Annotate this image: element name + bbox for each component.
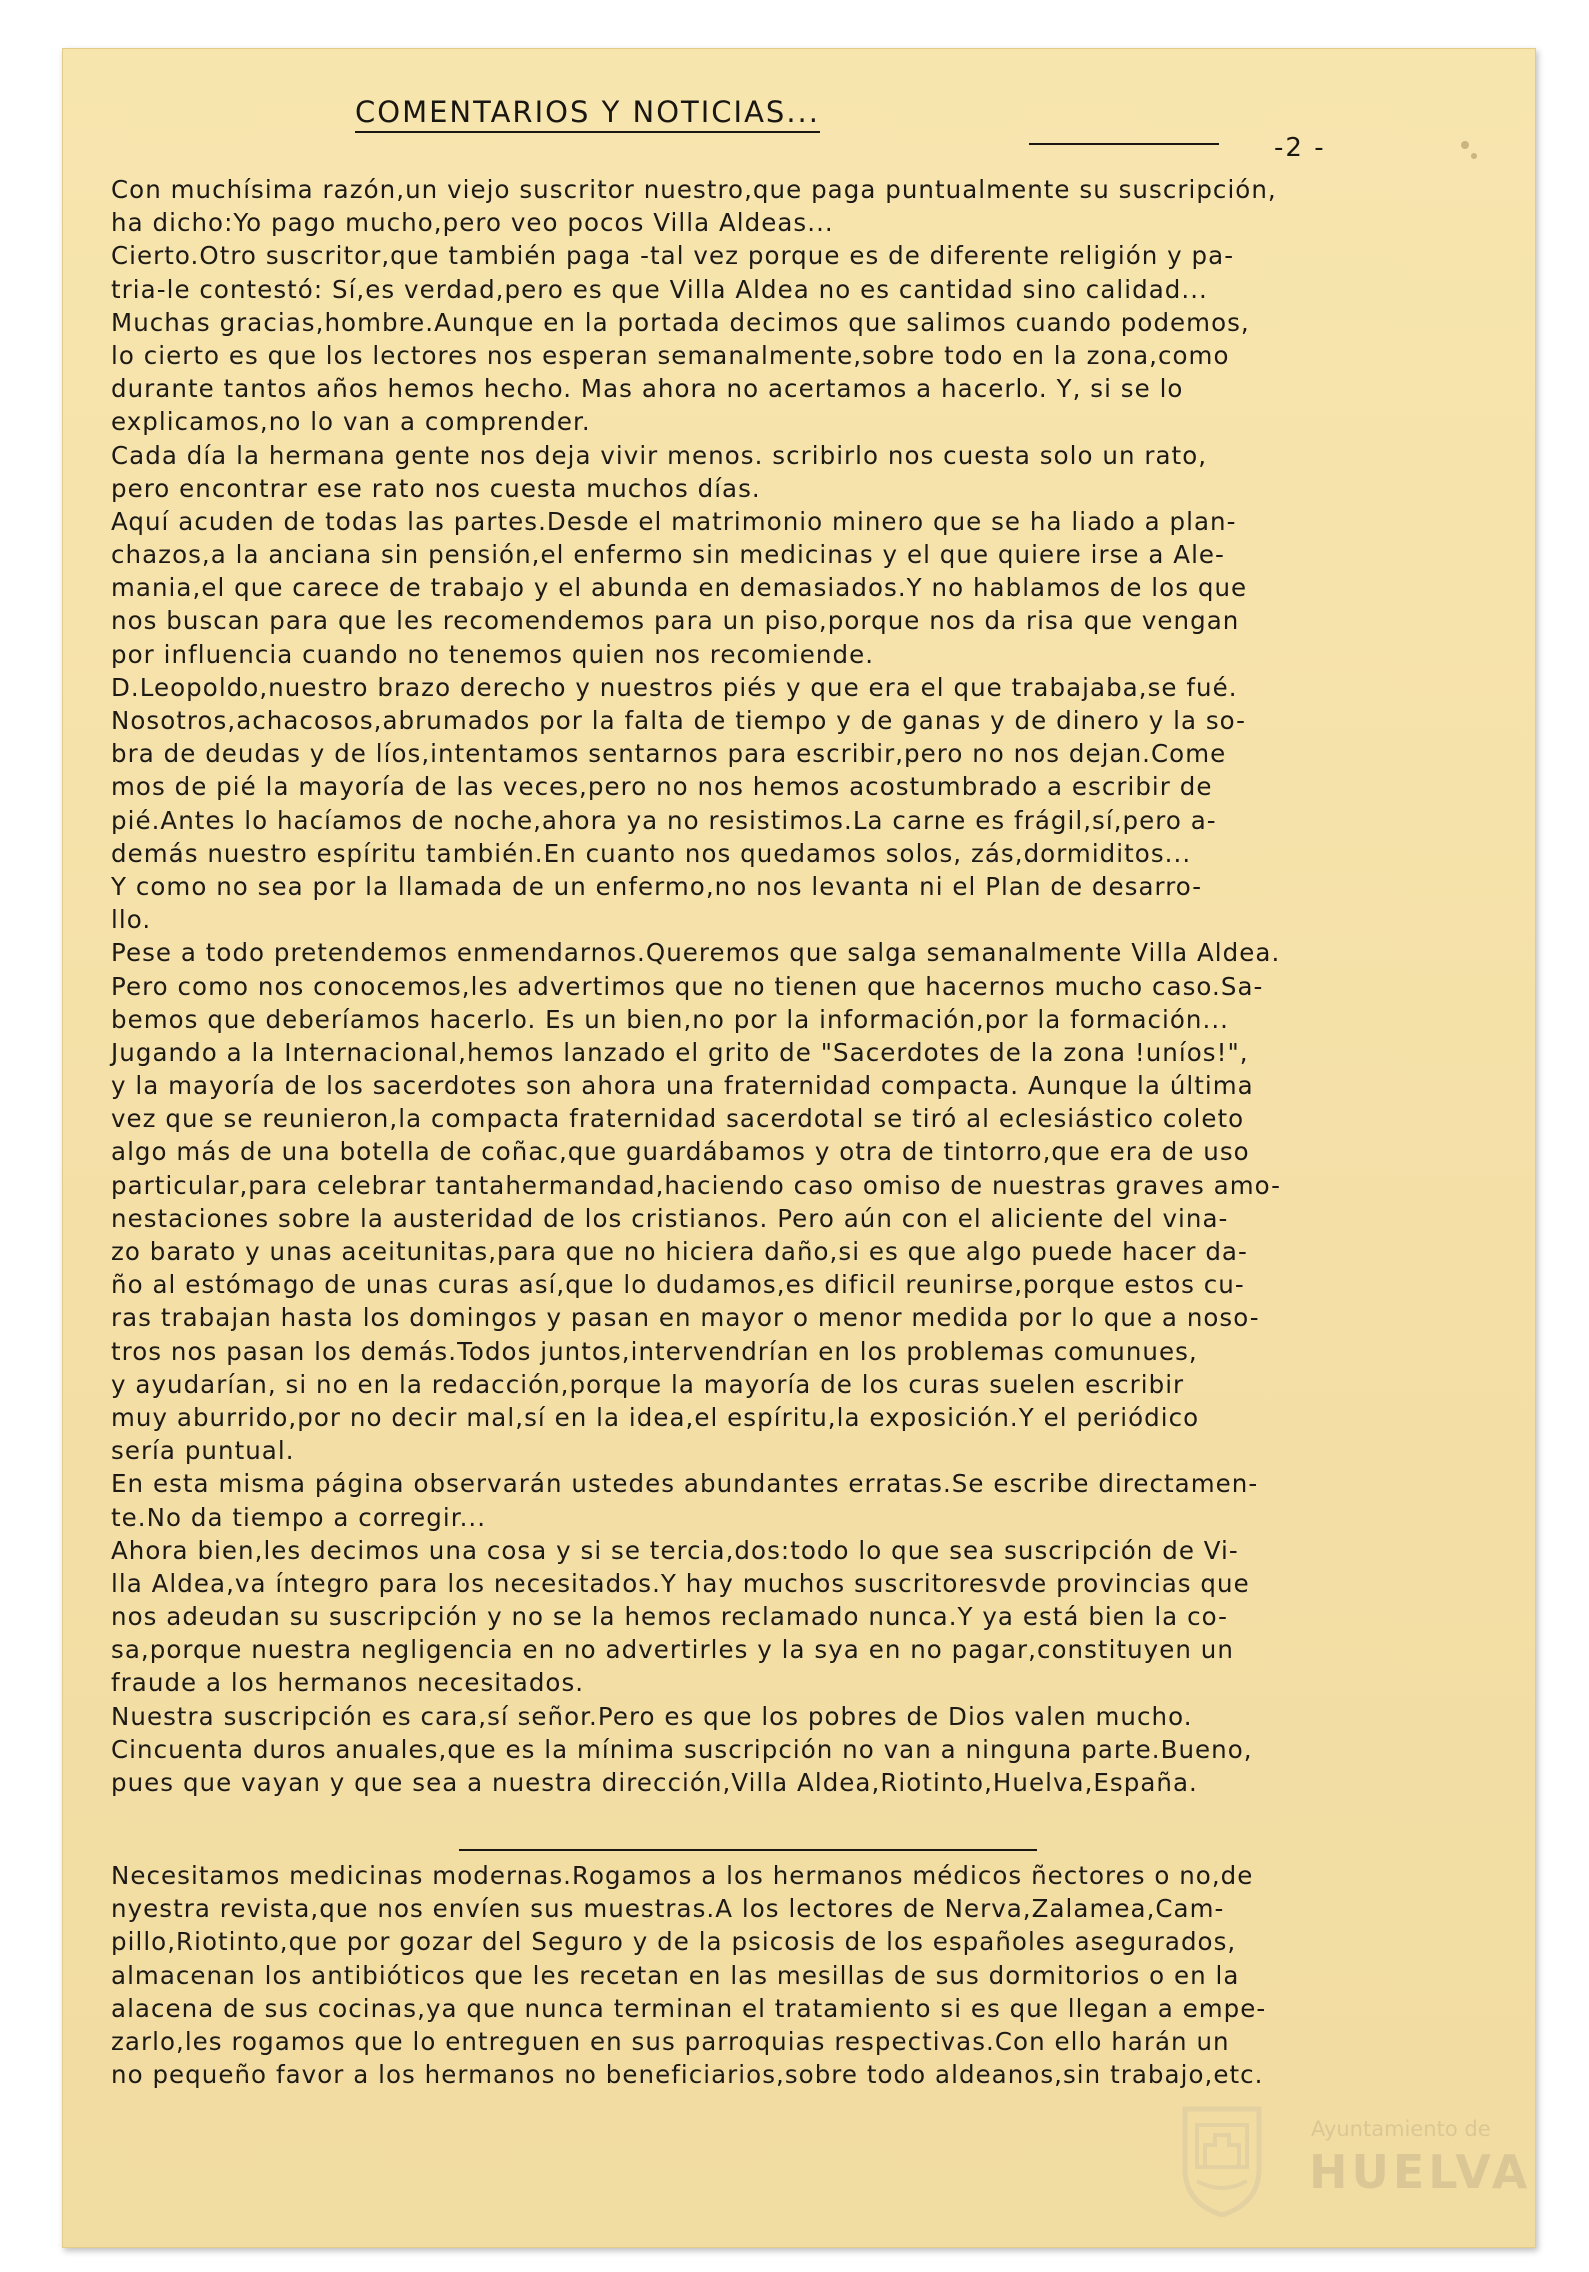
text-line: mania,el que carece de trabajo y el abunda en demasiados.Y no hablamos de los que: [111, 573, 1248, 603]
text-line: nos buscan para que les recomendemos para un piso,porque nos da risa que vengan: [111, 606, 1240, 636]
text-line: y ayudarían, si no en la redacción,porque la mayoría de los curas suelen escribir: [111, 1369, 1185, 1399]
text-line: ño al estómago de unas curas así,que lo dudamos,es dificil reunirse,porque estos cu-: [111, 1270, 1245, 1300]
text-line: zo barato y unas aceitunitas,para que no hiciera daño,si es que algo puede hacer da-: [111, 1237, 1248, 1266]
paper-stain: [1471, 153, 1477, 159]
text-line: Pese a todo pretendemos enmendarnos.Queremos que salga semanalmente Villa Aldea.: [111, 938, 1281, 968]
text-line: te.No da tiempo a corregir...: [111, 1502, 487, 1532]
text-line: bemos que deberíamos hacerlo. Es un bien,no por la información,por la formación...: [111, 1004, 1230, 1034]
text-line: Con muchísima razón,un viejo suscritor nuestro,que paga puntualmente su suscripción,: [111, 175, 1277, 204]
text-line: algo más de una botella de coñac,que guardábamos y otra de tintorro,que era de uso: [111, 1137, 1250, 1167]
text-line: no pequeño favor a los hermanos no beneficiarios,sobre todo aldeanos,sin trabajo,etc.: [111, 2060, 1264, 2090]
text-line: Aquí acuden de todas las partes.Desde el matrimonio minero que se ha liado a plan-: [111, 506, 1237, 536]
text-line: muy aburrido,por no decir mal,sí en la idea,el espíritu,la exposición.Y el periódico: [111, 1402, 1200, 1432]
text-line: Cincuenta duros anuales,que es la mínima suscripción no van a ninguna parte.Bueno,: [111, 1734, 1253, 1764]
text-line: particular,para celebrar tantahermandad,haciendo caso omiso de nuestras graves amo-: [111, 1170, 1282, 1200]
page-title: COMENTARIOS Y NOTICIAS...: [355, 95, 820, 133]
text-line: tros nos pasan los demás.Todos juntos,intervendrían en los problemas comunues,: [111, 1336, 1198, 1366]
text-line: sería puntual.: [111, 1436, 295, 1466]
text-line: fraude a los hermanos necesitados.: [111, 1668, 585, 1698]
text-line: pero encontrar ese rato nos cuesta muchos días.: [111, 473, 761, 503]
text-line: pillo,Riotinto,que por gozar del Seguro y de la psicosis de los españoles asegurados,: [111, 1927, 1237, 1957]
text-line: nos adeudan su suscripción y no se la hemos reclamado nunca.Y ya está bien la co-: [111, 1602, 1228, 1632]
text-line: explicamos,no lo van a comprender.: [111, 407, 591, 437]
text-line: ha dicho:Yo pago mucho,pero veo pocos Villa Aldeas...: [111, 208, 834, 238]
text-line: y la mayoría de los sacerdotes son ahora una fraternidad compacta. Aunque la última: [111, 1071, 1254, 1101]
text-line: Nosotros,achacosos,abrumados por la falta de tiempo y de ganas y de dinero y la so-: [111, 706, 1247, 735]
text-line: pues que vayan y que sea a nuestra dirección,Villa Aldea,Riotinto,Huelva,España.: [111, 1768, 1198, 1797]
text-line: En esta misma página observarán ustedes abundantes erratas.Se escribe directamen-: [111, 1469, 1259, 1499]
text-line: D.Leopoldo,nuestro brazo derecho y nuestros piés y que era el que trabajaba,se fué.: [111, 672, 1238, 702]
title-underline: [1029, 143, 1219, 145]
text-line: pié.Antes lo hacíamos de noche,ahora ya no resistimos.La carne es frágil,sí,pero a-: [111, 805, 1217, 835]
page-number: -2 -: [1274, 133, 1326, 163]
text-line: Muchas gracias,hombre.Aunque en la portada decimos que salimos cuando podemos,: [111, 307, 1250, 337]
notice-medicines: [111, 1859, 1481, 2091]
text-line: bra de deudas y de líos,intentamos sentarnos para escribir,pero no nos dejan.Come: [111, 739, 1227, 769]
text-line: por influencia cuando no tenemos quien nos recomiende.: [111, 639, 875, 669]
text-line: zarlo,les rogamos que lo entreguen en sus parroquias respectivas.Con ello harán un: [111, 2026, 1230, 2056]
text-line: demás nuestro espíritu también.En cuanto nos quedamos solos, zás,dormiditos...: [111, 838, 1192, 868]
coat-of-arms-icon: [1177, 2099, 1267, 2217]
text-line: Y como no sea por la llamada de un enfermo,no nos levanta ni el Plan de desarro-: [111, 871, 1203, 901]
watermark: [1177, 2099, 1532, 2219]
text-line: mos de pié la mayoría de las veces,pero no nos hemos acostumbrado a escribir de: [111, 772, 1213, 802]
text-line: sa,porque nuestra negligencia en no advertirles y la sya en no pagar,constituyen un: [111, 1635, 1234, 1665]
text-line: Ahora bien,les decimos una cosa y si se tercia,dos:todo lo que sea suscripción de Vi-: [111, 1535, 1239, 1565]
text-line: llo.: [111, 905, 152, 935]
text-line: almacenan los antibióticos que les recetan en las mesillas de sus dormitorios o en la: [111, 1960, 1240, 1990]
text-line: alacena de sus cocinas,ya que nunca terminan el tratamiento si es que llegan a empe-: [111, 1993, 1267, 2023]
text-line: Pero como nos conocemos,les advertimos que no tienen que hacernos mucho caso.Sa-: [111, 971, 1264, 1001]
text-line: lo cierto es que los lectores nos esperan semanalmente,sobre todo en la zona,como: [111, 340, 1230, 370]
text-line: tria-le contestó: Sí,es verdad,pero es que Villa Aldea no es cantidad sino calidad...: [111, 274, 1208, 304]
text-line: Jugando a la Internacional,hemos lanzado el grito de "Sacerdotes de la zona !uníos!",: [111, 1037, 1249, 1067]
paper-stain: [1461, 141, 1469, 149]
document-page: [62, 48, 1536, 2248]
text-line: Cierto.Otro suscritor,que también paga -tal vez porque es de diferente religión y pa-: [111, 241, 1235, 271]
section-divider: [459, 1849, 1037, 1851]
text-line: Necesitamos medicinas modernas.Rogamos a los hermanos médicos ñectores o no,de: [111, 1861, 1254, 1890]
text-line: nestaciones sobre la austeridad de los cristianos. Pero aún con el aliciente del vina-: [111, 1203, 1229, 1233]
watermark-caption: Ayuntamiento de: [1311, 2117, 1491, 2141]
watermark-city: HUELVA: [1309, 2145, 1532, 2199]
text-line: chazos,a la anciana sin pensión,el enfermo sin medicinas y el que quiere irse a Ale-: [111, 540, 1225, 570]
article-body: [111, 173, 1481, 1799]
text-line: ras trabajan hasta los domingos y pasan en mayor o menor medida por lo que a noso-: [111, 1303, 1260, 1333]
text-line: nyestra revista,que nos envíen sus muestras.A los lectores de Nerva,Zalamea,Cam-: [111, 1894, 1225, 1924]
text-line: Cada día la hermana gente nos deja vivir menos. scribirlo nos cuesta solo un rato,: [111, 440, 1208, 470]
text-line: Nuestra suscripción es cara,sí señor.Pero es que los pobres de Dios valen mucho.: [111, 1701, 1193, 1731]
text-line: lla Aldea,va íntegro para los necesitados.Y hay muchos suscritoresvde provincias que: [111, 1568, 1250, 1598]
text-line: vez que se reunieron,la compacta fraternidad sacerdotal se tiró al eclesiástico coleto: [111, 1104, 1245, 1134]
text-line: durante tantos años hemos hecho. Mas ahora no acertamos a hacerlo. Y, si se lo: [111, 374, 1184, 404]
